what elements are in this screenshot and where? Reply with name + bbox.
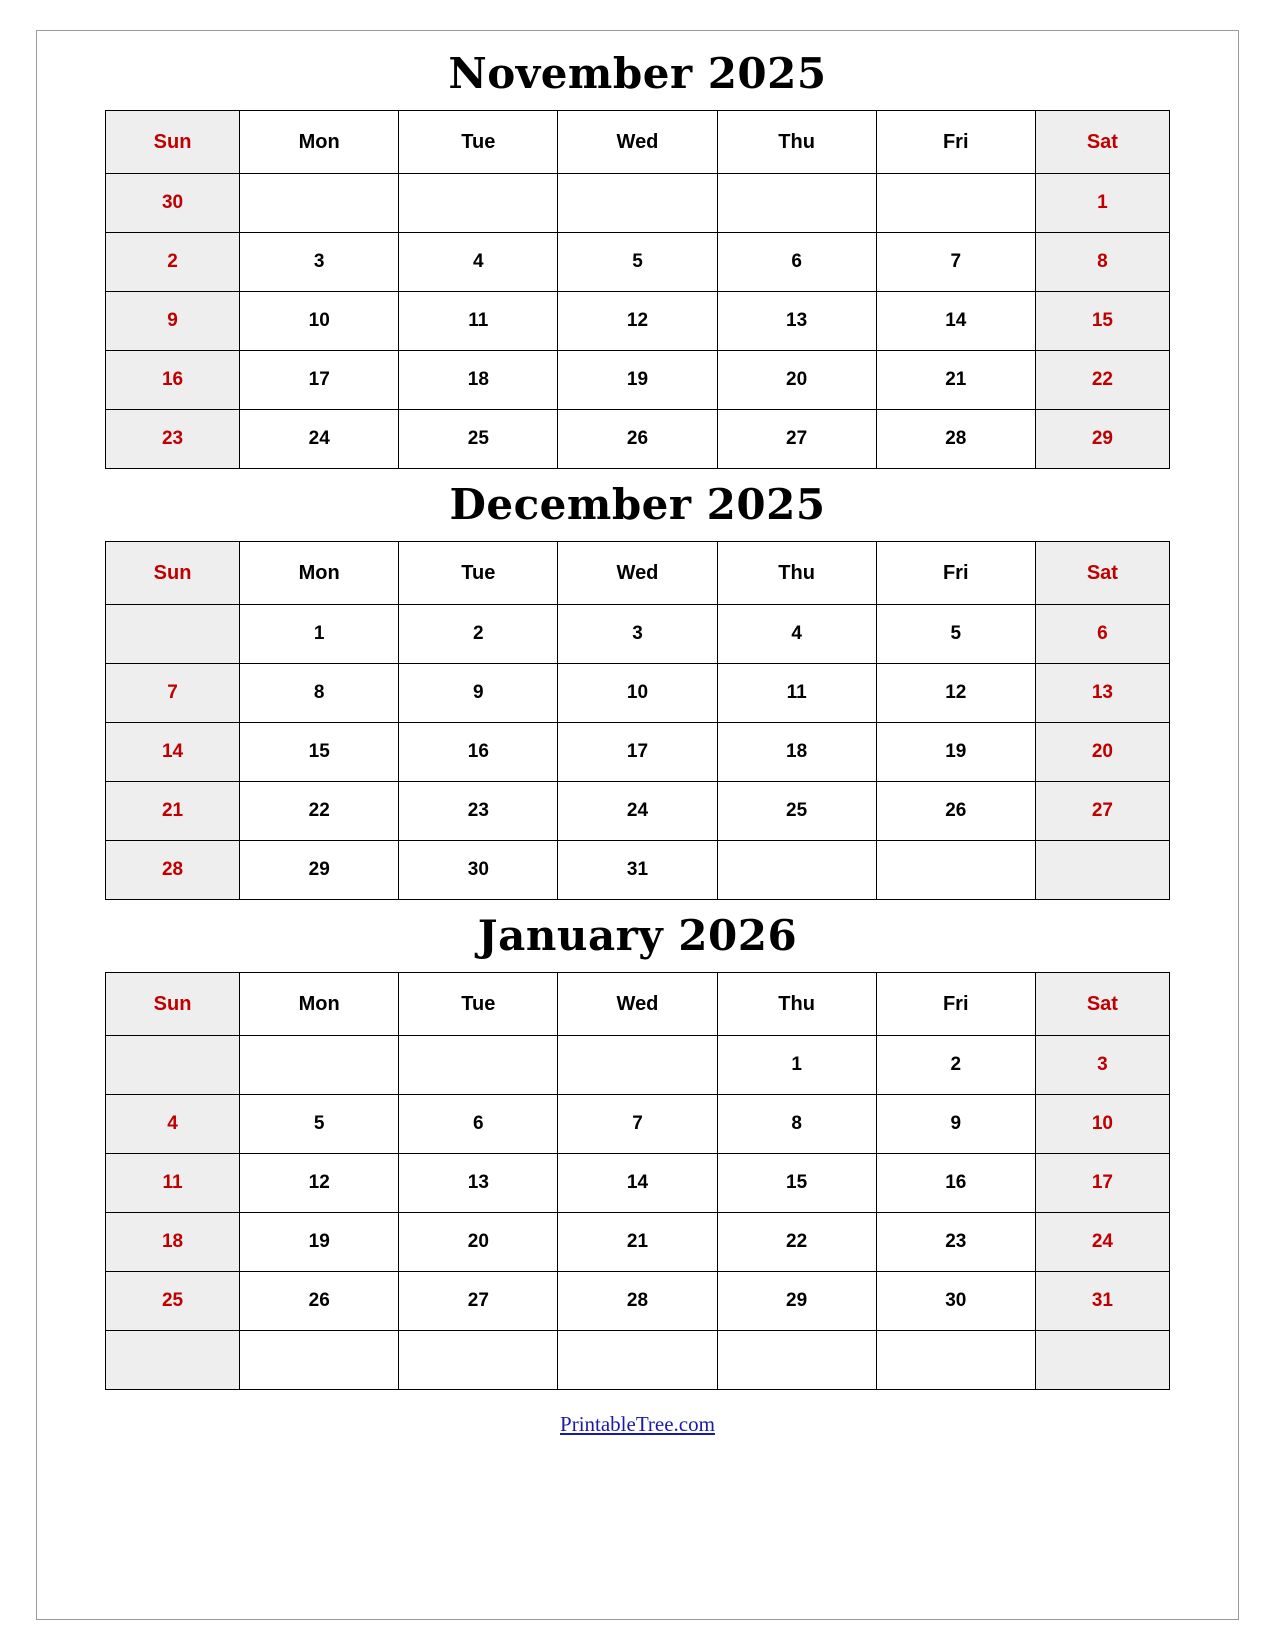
day-cell — [106, 1331, 240, 1390]
day-cell: 22 — [717, 1213, 876, 1272]
day-cell: 14 — [106, 723, 240, 782]
day-cell: 24 — [558, 782, 717, 841]
day-cell — [240, 174, 399, 233]
weekday-header-fri: Fri — [876, 973, 1035, 1036]
day-cell — [717, 174, 876, 233]
calendar-week-row — [106, 233, 1170, 292]
weekday-header-sat: Sat — [1035, 542, 1169, 605]
day-cell — [399, 174, 558, 233]
day-cell: 24 — [1035, 1213, 1169, 1272]
day-cell: 4 — [399, 233, 558, 292]
calendar-grid-november — [105, 110, 1170, 469]
day-cell — [876, 841, 1035, 900]
day-cell: 23 — [876, 1213, 1035, 1272]
day-cell — [876, 174, 1035, 233]
day-cell: 14 — [558, 1154, 717, 1213]
day-cell: 22 — [1035, 351, 1169, 410]
weekday-header-row — [106, 542, 1170, 605]
day-cell: 12 — [240, 1154, 399, 1213]
day-cell: 13 — [1035, 664, 1169, 723]
weekday-header-thu: Thu — [717, 973, 876, 1036]
day-cell: 5 — [558, 233, 717, 292]
month-title: January 2026 — [477, 911, 798, 961]
calendar-week-row — [106, 1036, 1170, 1095]
day-cell: 5 — [240, 1095, 399, 1154]
day-cell: 11 — [399, 292, 558, 351]
day-cell: 26 — [240, 1272, 399, 1331]
calendar-week-row — [106, 1213, 1170, 1272]
calendar-week-row — [106, 1331, 1170, 1390]
calendar-week-row — [106, 723, 1170, 782]
day-cell — [558, 174, 717, 233]
weekday-header-wed: Wed — [558, 973, 717, 1036]
day-cell: 16 — [106, 351, 240, 410]
weekday-header-fri: Fri — [876, 111, 1035, 174]
day-cell: 8 — [240, 664, 399, 723]
day-cell: 6 — [717, 233, 876, 292]
calendar-week-row — [106, 292, 1170, 351]
weekday-header-thu: Thu — [717, 542, 876, 605]
day-cell: 23 — [106, 410, 240, 469]
day-cell: 3 — [240, 233, 399, 292]
day-cell — [1035, 1331, 1169, 1390]
weekday-header-row — [106, 973, 1170, 1036]
day-cell: 18 — [399, 351, 558, 410]
month-title: November 2025 — [448, 49, 827, 98]
day-cell: 27 — [717, 410, 876, 469]
weekday-header-sun: Sun — [106, 111, 240, 174]
day-cell: 11 — [717, 664, 876, 723]
weekday-header-mon: Mon — [240, 542, 399, 605]
day-cell — [240, 1331, 399, 1390]
day-cell: 30 — [106, 174, 240, 233]
day-cell: 29 — [240, 841, 399, 900]
day-cell: 4 — [717, 605, 876, 664]
calendar-week-row — [106, 605, 1170, 664]
day-cell: 9 — [399, 664, 558, 723]
weekday-header-thu: Thu — [717, 111, 876, 174]
day-cell: 16 — [876, 1154, 1035, 1213]
day-cell: 7 — [876, 233, 1035, 292]
day-cell: 24 — [240, 410, 399, 469]
day-cell: 1 — [717, 1036, 876, 1095]
day-cell: 1 — [240, 605, 399, 664]
day-cell: 26 — [558, 410, 717, 469]
weekday-header-tue: Tue — [399, 111, 558, 174]
day-cell — [717, 841, 876, 900]
day-cell: 8 — [717, 1095, 876, 1154]
day-cell: 9 — [106, 292, 240, 351]
calendar-grid-december — [105, 541, 1170, 900]
day-cell: 28 — [876, 410, 1035, 469]
day-cell: 27 — [1035, 782, 1169, 841]
day-cell: 31 — [558, 841, 717, 900]
day-cell: 30 — [399, 841, 558, 900]
day-cell: 1 — [1035, 174, 1169, 233]
day-cell: 20 — [399, 1213, 558, 1272]
day-cell: 25 — [106, 1272, 240, 1331]
day-cell: 26 — [876, 782, 1035, 841]
day-cell: 14 — [876, 292, 1035, 351]
day-cell: 2 — [106, 233, 240, 292]
day-cell — [558, 1331, 717, 1390]
day-cell: 6 — [399, 1095, 558, 1154]
weekday-header-mon: Mon — [240, 111, 399, 174]
day-cell — [558, 1036, 717, 1095]
day-cell: 20 — [1035, 723, 1169, 782]
day-cell: 19 — [558, 351, 717, 410]
calendar-content — [105, 30, 1170, 1437]
day-cell: 15 — [717, 1154, 876, 1213]
day-cell: 15 — [240, 723, 399, 782]
day-cell — [1035, 841, 1169, 900]
calendar-week-row — [106, 782, 1170, 841]
day-cell: 21 — [106, 782, 240, 841]
day-cell: 25 — [399, 410, 558, 469]
day-cell: 31 — [1035, 1272, 1169, 1331]
weekday-header-wed: Wed — [558, 111, 717, 174]
calendar-week-row — [106, 1095, 1170, 1154]
day-cell: 15 — [1035, 292, 1169, 351]
day-cell — [399, 1036, 558, 1095]
printabletree-link[interactable]: PrintableTree.com — [560, 1412, 715, 1437]
day-cell: 19 — [240, 1213, 399, 1272]
day-cell — [399, 1331, 558, 1390]
day-cell: 2 — [876, 1036, 1035, 1095]
day-cell: 18 — [717, 723, 876, 782]
day-cell: 11 — [106, 1154, 240, 1213]
calendar-week-row — [106, 1154, 1170, 1213]
day-cell — [717, 1331, 876, 1390]
day-cell: 17 — [1035, 1154, 1169, 1213]
day-cell: 25 — [717, 782, 876, 841]
weekday-header-wed: Wed — [558, 542, 717, 605]
day-cell: 17 — [240, 351, 399, 410]
day-cell: 7 — [106, 664, 240, 723]
day-cell: 12 — [876, 664, 1035, 723]
day-cell: 28 — [106, 841, 240, 900]
day-cell: 4 — [106, 1095, 240, 1154]
day-cell: 7 — [558, 1095, 717, 1154]
day-cell: 3 — [558, 605, 717, 664]
day-cell: 28 — [558, 1272, 717, 1331]
day-cell: 6 — [1035, 605, 1169, 664]
weekday-header-sun: Sun — [106, 542, 240, 605]
day-cell: 13 — [717, 292, 876, 351]
weekday-header-tue: Tue — [399, 973, 558, 1036]
calendar-week-row — [106, 410, 1170, 469]
day-cell: 18 — [106, 1213, 240, 1272]
weekday-header-fri: Fri — [876, 542, 1035, 605]
day-cell: 13 — [399, 1154, 558, 1213]
day-cell: 20 — [717, 351, 876, 410]
day-cell: 2 — [399, 605, 558, 664]
day-cell — [106, 605, 240, 664]
day-cell: 5 — [876, 605, 1035, 664]
day-cell: 29 — [717, 1272, 876, 1331]
day-cell: 19 — [876, 723, 1035, 782]
month-block-december — [105, 480, 1170, 900]
calendar-week-row — [106, 1272, 1170, 1331]
calendar-week-row — [106, 841, 1170, 900]
weekday-header-mon: Mon — [240, 973, 399, 1036]
day-cell: 29 — [1035, 410, 1169, 469]
day-cell: 23 — [399, 782, 558, 841]
day-cell: 3 — [1035, 1036, 1169, 1095]
weekday-header-sat: Sat — [1035, 111, 1169, 174]
calendar-grid-january — [105, 972, 1170, 1390]
month-block-january — [105, 911, 1170, 1390]
calendar-week-row — [106, 664, 1170, 723]
weekday-header-tue: Tue — [399, 542, 558, 605]
day-cell — [106, 1036, 240, 1095]
calendar-week-row — [106, 351, 1170, 410]
day-cell: 10 — [240, 292, 399, 351]
day-cell: 12 — [558, 292, 717, 351]
day-cell: 8 — [1035, 233, 1169, 292]
day-cell: 21 — [558, 1213, 717, 1272]
weekday-header-sat: Sat — [1035, 973, 1169, 1036]
month-block-november — [105, 49, 1170, 469]
day-cell: 9 — [876, 1095, 1035, 1154]
day-cell: 16 — [399, 723, 558, 782]
day-cell: 30 — [876, 1272, 1035, 1331]
day-cell: 17 — [558, 723, 717, 782]
day-cell — [240, 1036, 399, 1095]
day-cell: 27 — [399, 1272, 558, 1331]
day-cell — [876, 1331, 1035, 1390]
weekday-header-sun: Sun — [106, 973, 240, 1036]
month-title: December 2025 — [449, 480, 826, 530]
day-cell: 10 — [1035, 1095, 1169, 1154]
day-cell: 21 — [876, 351, 1035, 410]
calendar-week-row — [106, 174, 1170, 233]
day-cell: 22 — [240, 782, 399, 841]
footer — [105, 1412, 1170, 1437]
weekday-header-row — [106, 111, 1170, 174]
day-cell: 10 — [558, 664, 717, 723]
